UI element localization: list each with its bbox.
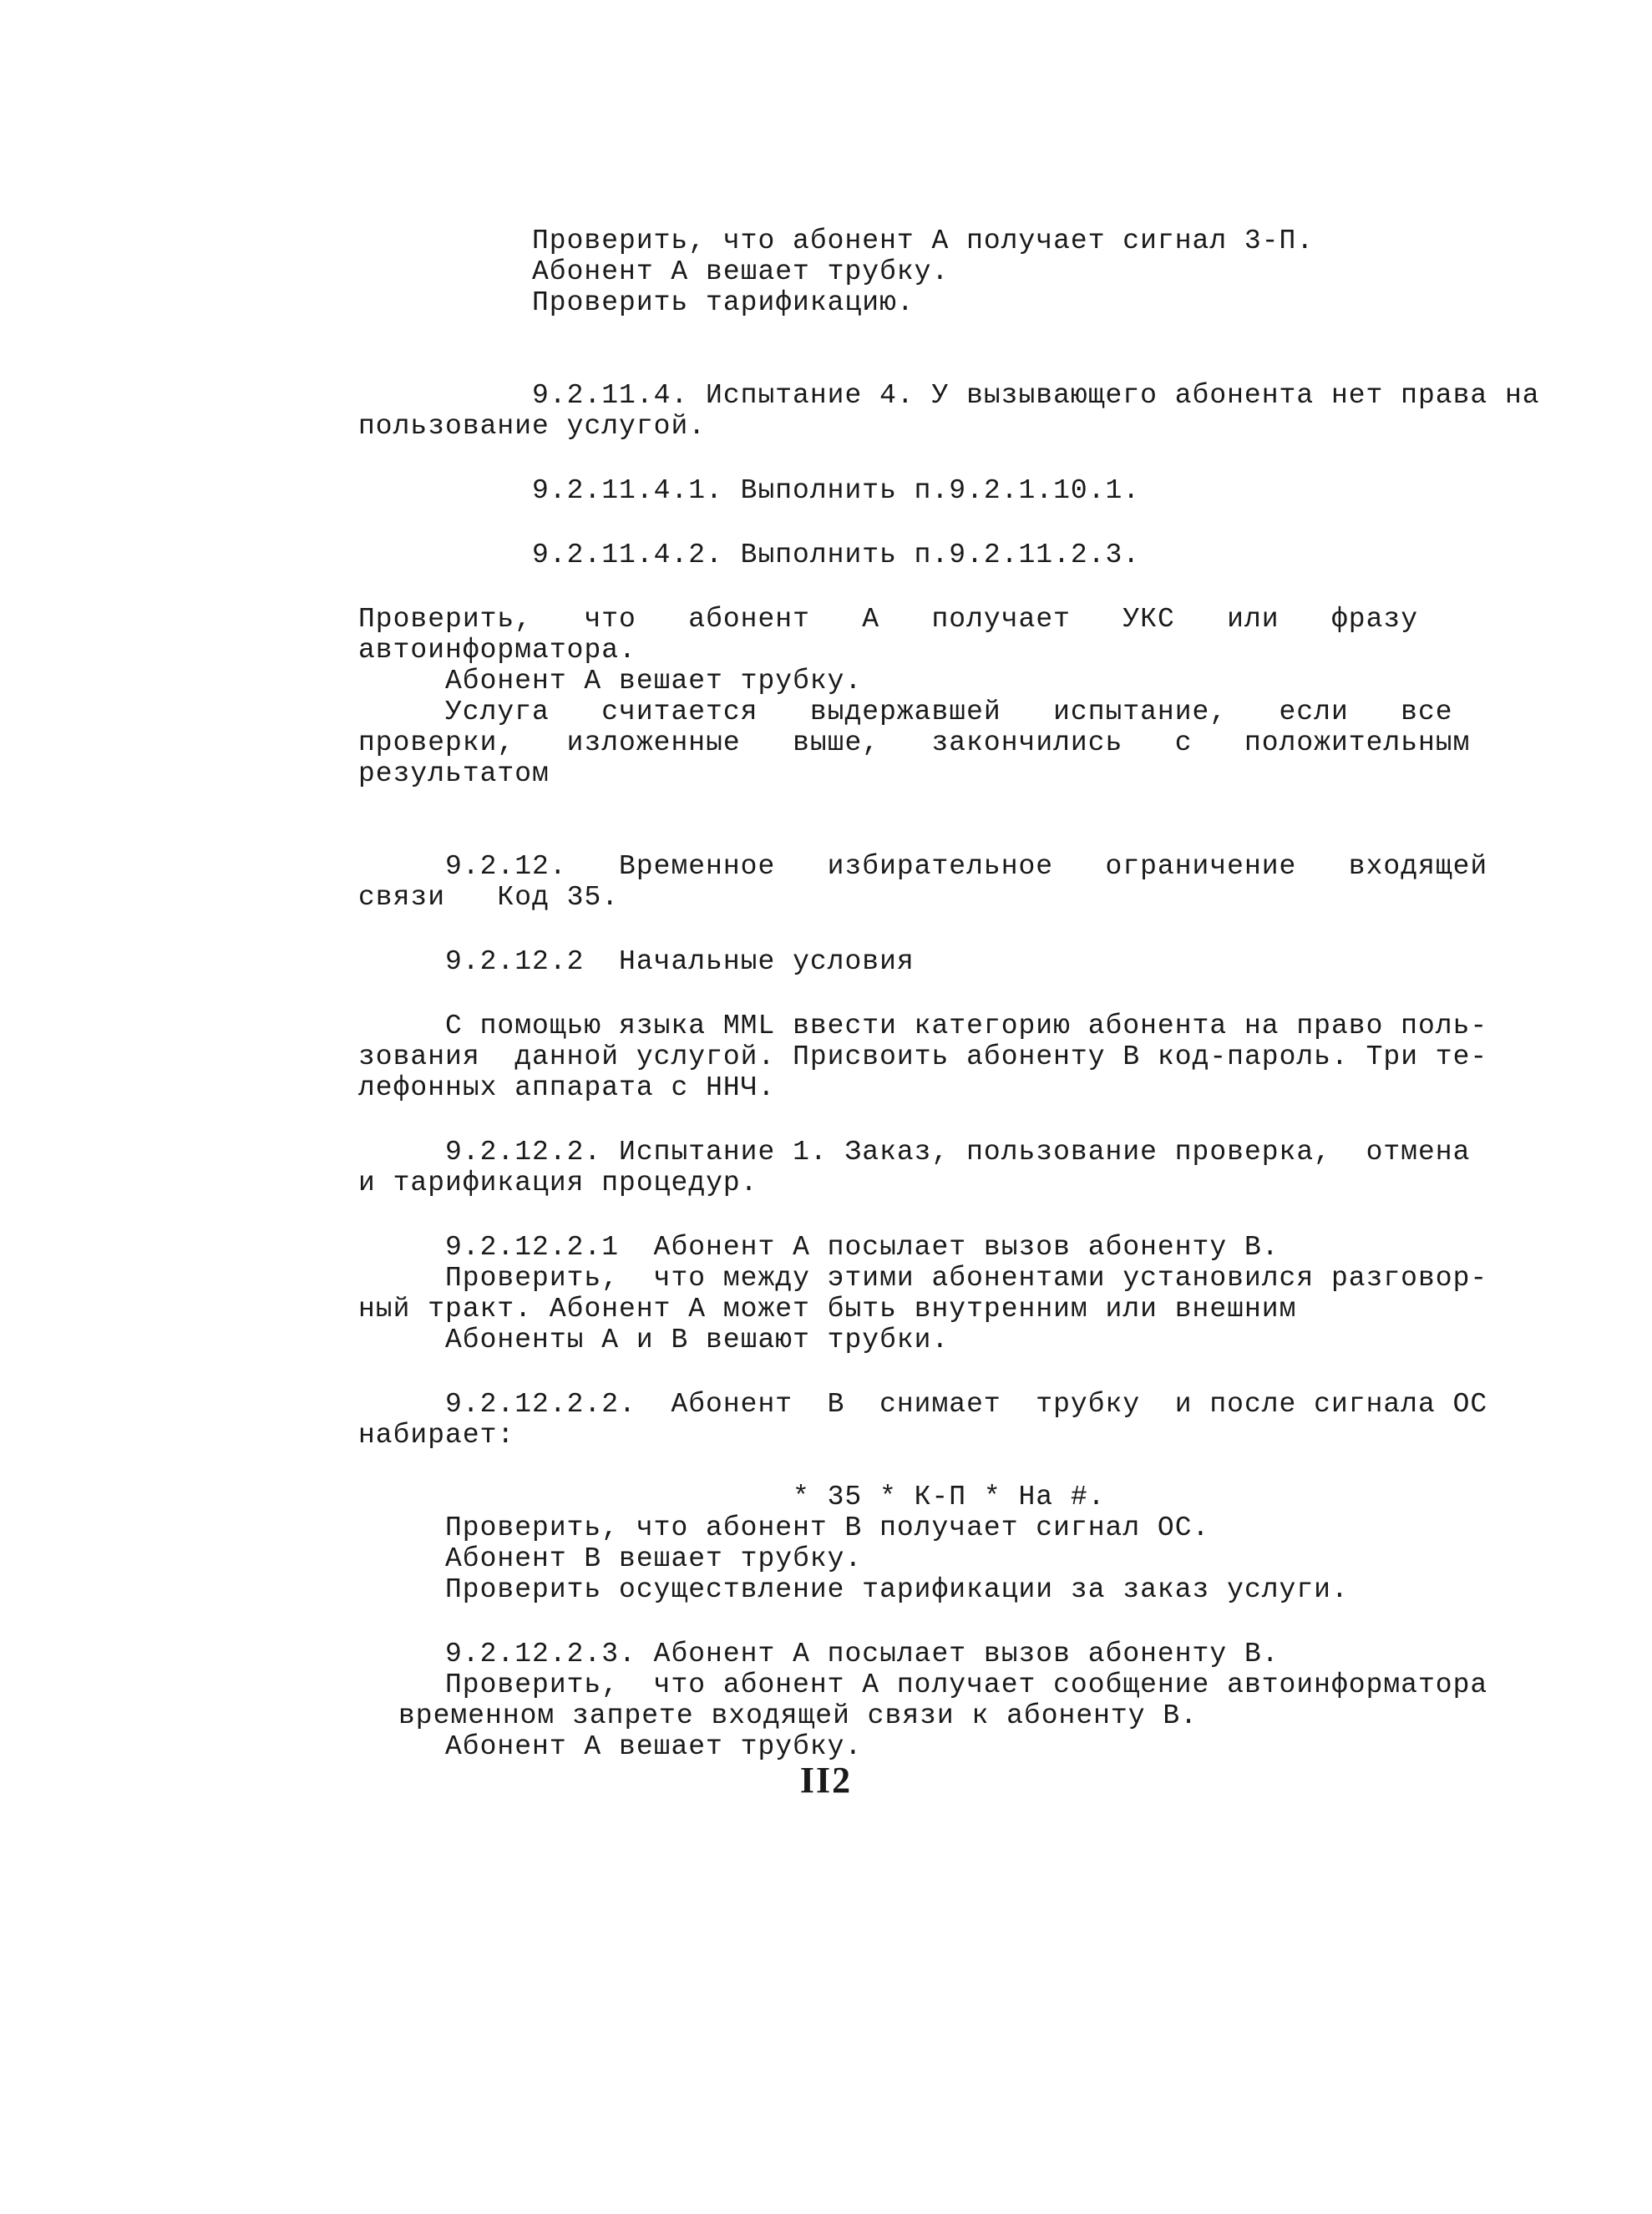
text-line: набирает: — [358, 1420, 515, 1451]
text-line: 9.2.12.2 Начальные условия — [445, 946, 915, 977]
text-line: 9.2.12.2.3. Абонент А посылает вызов абоненту В. — [445, 1639, 1280, 1669]
text-line: Проверить, что абонент А получает сигнал 3-П. — [532, 225, 1315, 256]
text-line: автоинформатора. — [358, 635, 636, 666]
text-line: Услуга считается выдержавшей испытание, если все — [445, 697, 1453, 727]
paragraph-check-uks — [358, 604, 1598, 789]
text-line: зования данной услугой. Присвоить абоненту В код-пароль. Три те- — [358, 1041, 1488, 1072]
text-line: 9.2.12.2.2. Абонент В снимает трубку и после сигнала ОС — [445, 1389, 1488, 1420]
text-line: и тарификация процедур. — [358, 1168, 758, 1198]
text-line: Проверить, что абонент А получает сообщение автоинформатора — [445, 1669, 1488, 1700]
paragraph-9-2-12-2-3 — [398, 1639, 1598, 1762]
text-line: 9.2.11.4.2. Выполнить п.9.2.11.2.3. — [532, 540, 1141, 570]
section-9-2-12-heading — [358, 851, 1598, 913]
section-9-2-11-4-heading — [358, 380, 1598, 442]
paragraph-dial-and-checks — [445, 1482, 1598, 1605]
text-line: 9.2.12.2.1 Абонент А посылает вызов абоненту В. — [445, 1232, 1280, 1263]
text-line: пользование услугой. — [358, 411, 707, 442]
text-line: Абонент А вешает трубку. — [445, 666, 863, 697]
section-9-2-11-4-2 — [445, 540, 1598, 570]
text-line: Абонент А вешает трубку. — [532, 256, 950, 287]
text-line: связи Код 35. — [358, 882, 620, 913]
section-9-2-12-2-title — [445, 946, 1598, 977]
text-line: Проверить, что между этими абонентами установился разговор- — [445, 1263, 1488, 1294]
page-number: II2 — [799, 1760, 853, 1801]
text-line: результатом — [358, 758, 550, 789]
text-line: Абонент В вешает трубку. — [445, 1543, 863, 1574]
text-line: С помощью языка MML ввести категорию абонента на право поль- — [445, 1011, 1488, 1041]
text-line: 9.2.11.4. Испытание 4. У вызывающего абонента нет права на — [532, 380, 1540, 411]
text-line: ный тракт. Абонент А может быть внутренним или внешним — [358, 1294, 1297, 1325]
text-line: временном запрете входящей связи к абоненту В. — [398, 1700, 1198, 1731]
text-line: 9.2.12.2. Испытание 1. Заказ, пользование проверка, отмена — [445, 1137, 1471, 1168]
paragraph-check-3p — [445, 225, 1598, 318]
text-line: проверки, изложенные выше, закончились с положительным — [358, 727, 1471, 758]
text-line: Проверить, что абонент А получает УКС или фразу — [358, 604, 1418, 635]
text-line: Проверить, что абонент В получает сигнал ОС. — [445, 1512, 1210, 1543]
dial-code: * 35 * К-П * На #. — [793, 1482, 1106, 1512]
paragraph-9-2-12-2-2 — [358, 1389, 1598, 1451]
section-9-2-11-4-1 — [445, 475, 1598, 506]
page-body — [358, 225, 1598, 1762]
text-line: Проверить осуществление тарификации за заказ услуги. — [445, 1574, 1349, 1605]
text-line: Абоненты А и В вешают трубки. — [445, 1325, 950, 1355]
text-line: Проверить тарификацию. — [532, 287, 915, 318]
text-line: 9.2.12. Временное избирательное ограничение входящей — [445, 851, 1488, 882]
text-line: 9.2.11.4.1. Выполнить п.9.2.1.10.1. — [532, 475, 1141, 506]
paragraph-9-2-12-2-1 — [358, 1232, 1598, 1355]
paragraph-test-1 — [358, 1137, 1598, 1198]
text-line: Абонент А вешает трубку. — [445, 1731, 863, 1762]
paragraph-mml — [358, 1011, 1598, 1103]
text-line: лефонных аппарата с ННЧ. — [358, 1072, 776, 1103]
